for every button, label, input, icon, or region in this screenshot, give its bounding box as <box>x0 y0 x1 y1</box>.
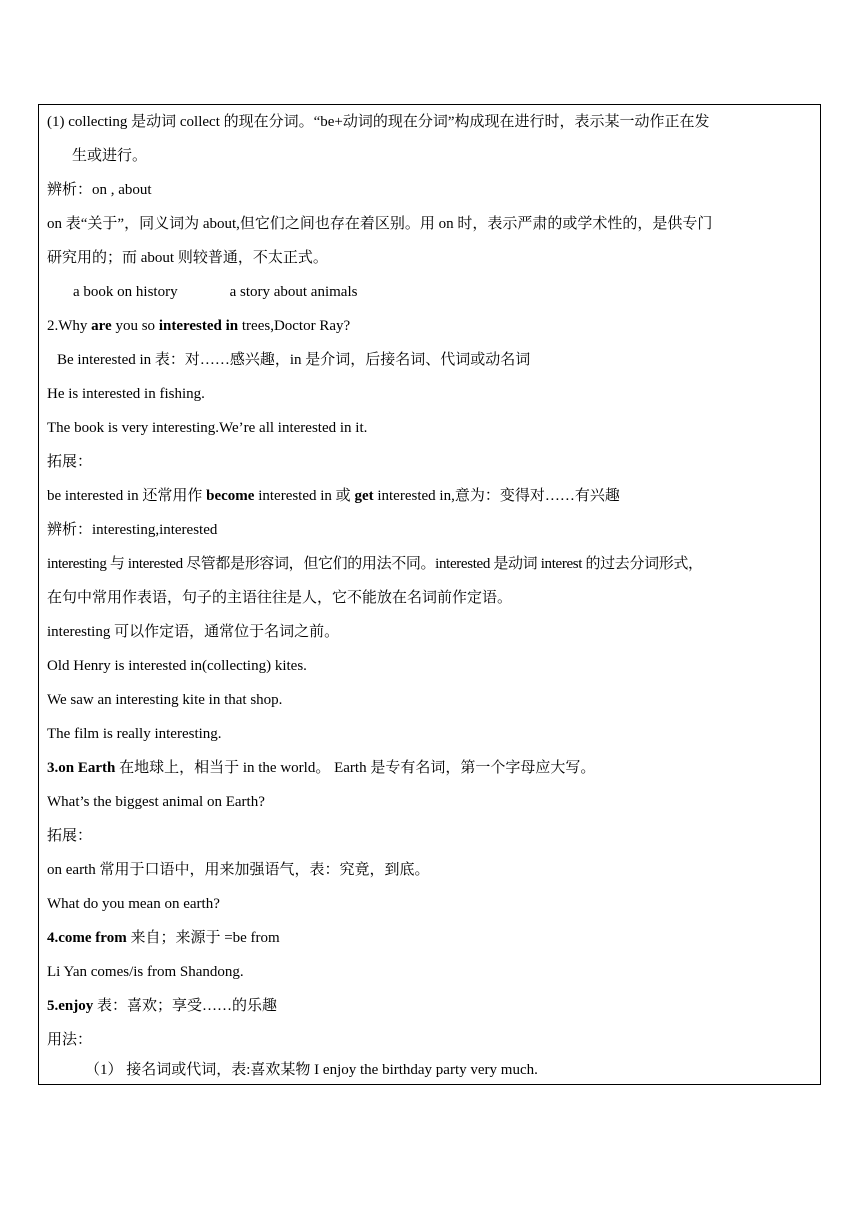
note-line: 在句中常用作表语，句子的主语往往是人，它不能放在名词前作定语。 <box>47 590 513 606</box>
example-sentence: He is interested in fishing. <box>47 386 205 402</box>
note-bold: become <box>206 488 255 504</box>
example-phrase: a story about animals <box>229 284 358 300</box>
example-sentence: Li Yan comes/is from Shandong. <box>47 964 244 980</box>
note-line: 拓展： <box>47 454 93 470</box>
heading-text: 在地球上，相当于 in the world。 Earth 是专有名词，第一个字母应大写。 <box>115 760 596 776</box>
heading-text: trees,Doctor Ray? <box>238 318 351 334</box>
section-heading <box>47 928 280 948</box>
heading-bold: 3.on Earth <box>47 760 116 776</box>
heading-text: 表：喜欢；享受……的乐趣 <box>93 998 278 1014</box>
heading-bold: interested in <box>158 318 239 334</box>
note-line: on 表“关于”，同义词为 about,但它们之间也存在着区别。用 on 时，表示严肃的或学术性的，是供专门 <box>47 216 713 232</box>
example-sentence: What do you mean on earth? <box>47 896 220 912</box>
note-bold: get <box>354 488 374 504</box>
example-sentence: The film is really interesting. <box>47 726 222 742</box>
example-sentence: What’s the biggest animal on Earth? <box>47 794 265 810</box>
note-line: 拓展： <box>47 828 93 844</box>
note-line: 生或进行。 <box>72 148 148 164</box>
note-line: on earth 常用于口语中，用来加强语气，表：究竟，到底。 <box>47 862 430 878</box>
note-line <box>47 486 620 506</box>
note-text: be interested in 还常用作 <box>47 488 207 504</box>
heading-text: you so <box>111 318 159 334</box>
note-line: (1) collecting 是动词 collect 的现在分词。“be+动词的现在分词”构成现在进行时，表示某一动作正在发 <box>47 114 710 130</box>
heading-text: 来自；来源于 =be from <box>126 930 280 946</box>
heading-bold: 4.come from <box>47 930 127 946</box>
note-line: 研究用的；而 about 则较普通，不太正式。 <box>47 250 328 266</box>
heading-text: 2.Why <box>47 318 92 334</box>
section-heading <box>47 996 277 1016</box>
note-line: interesting 与 interested 尽管都是形容词，但它们的用法不同。interested 是动词 interest 的过去分词形式， <box>47 556 703 572</box>
note-line: 辨析：on , about <box>47 182 152 198</box>
heading-bold: are <box>91 318 112 334</box>
note-line: Be interested in 表：对……感兴趣，in 是介词，后接名词、代词或动名词 <box>57 352 531 368</box>
example-phrase: a book on history <box>73 284 178 300</box>
note-text: interested in 或 <box>254 488 355 504</box>
note-line: interesting 可以作定语，通常位于名词之前。 <box>47 624 340 640</box>
note-text: interested in,意为：变得对……有兴趣 <box>373 488 620 504</box>
note-line: 辨析：interesting,interested <box>47 522 218 538</box>
example-sentence: The book is very interesting.We’re all interested in it. <box>47 420 368 436</box>
section-heading <box>47 316 350 336</box>
section-heading <box>47 758 595 778</box>
example-phrases <box>73 282 357 302</box>
heading-bold: 5.enjoy <box>47 998 94 1014</box>
example-sentence: Old Henry is interested in(collecting) kites. <box>47 658 307 674</box>
note-line: 用法： <box>47 1032 93 1048</box>
example-sentence: We saw an interesting kite in that shop. <box>47 692 283 708</box>
note-line: （1） 接名词或代词，表:喜欢某物 I enjoy the birthday party very much. <box>85 1062 538 1078</box>
